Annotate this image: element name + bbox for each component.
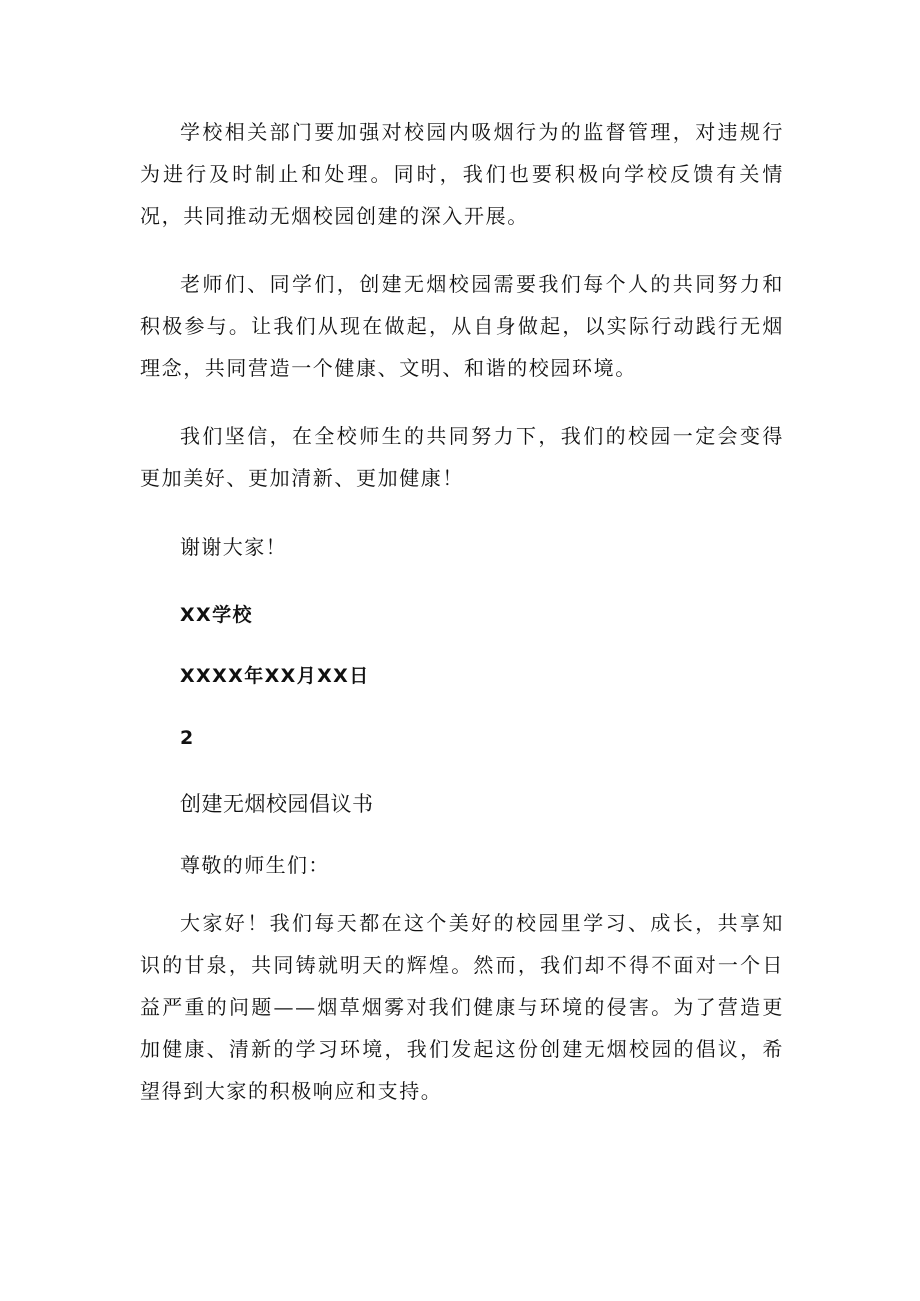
paragraph-call-to-action: 老师们、同学们，创建无烟校园需要我们每个人的共同努力和积极参与。让我们从现在做起，从自身做起，以实际行动践行无烟理念，共同营造一个健康、文明、和谐的校园环境。 bbox=[140, 272, 784, 380]
paragraph-belief: 我们坚信，在全校师生的共同努力下，我们的校园一定会变得更加美好、更加清新、更加健康！ bbox=[140, 424, 784, 490]
salutation: 尊敬的师生们： bbox=[180, 853, 330, 877]
paragraph-supervision: 学校相关部门要加强对校园内吸烟行为的监督管理，对违规行为进行及时制止和处理。同时，我们也要积极向学校反馈有关情况，共同推动无烟校园创建的深入开展。 bbox=[140, 120, 784, 228]
closing-thanks: 谢谢大家！ bbox=[180, 535, 287, 559]
closing-school: XX学校 bbox=[180, 604, 253, 626]
closing-date: XXXX年XX月XX日 bbox=[180, 665, 370, 687]
section-title: 创建无烟校园倡议书 bbox=[180, 792, 374, 816]
section-number: 2 bbox=[180, 727, 195, 749]
paragraph-initiative: 大家好！我们每天都在这个美好的校园里学习、成长，共享知识的甘泉，共同铸就明天的辉煌。然而，我们却不得不面对一个日益严重的问题——烟草烟雾对我们健康与环境的侵害。为了营造更加健康、清新的学习环境，我们发起这份创建无烟校园的倡议，希望得到大家的积极响应和支持。 bbox=[140, 911, 784, 1103]
